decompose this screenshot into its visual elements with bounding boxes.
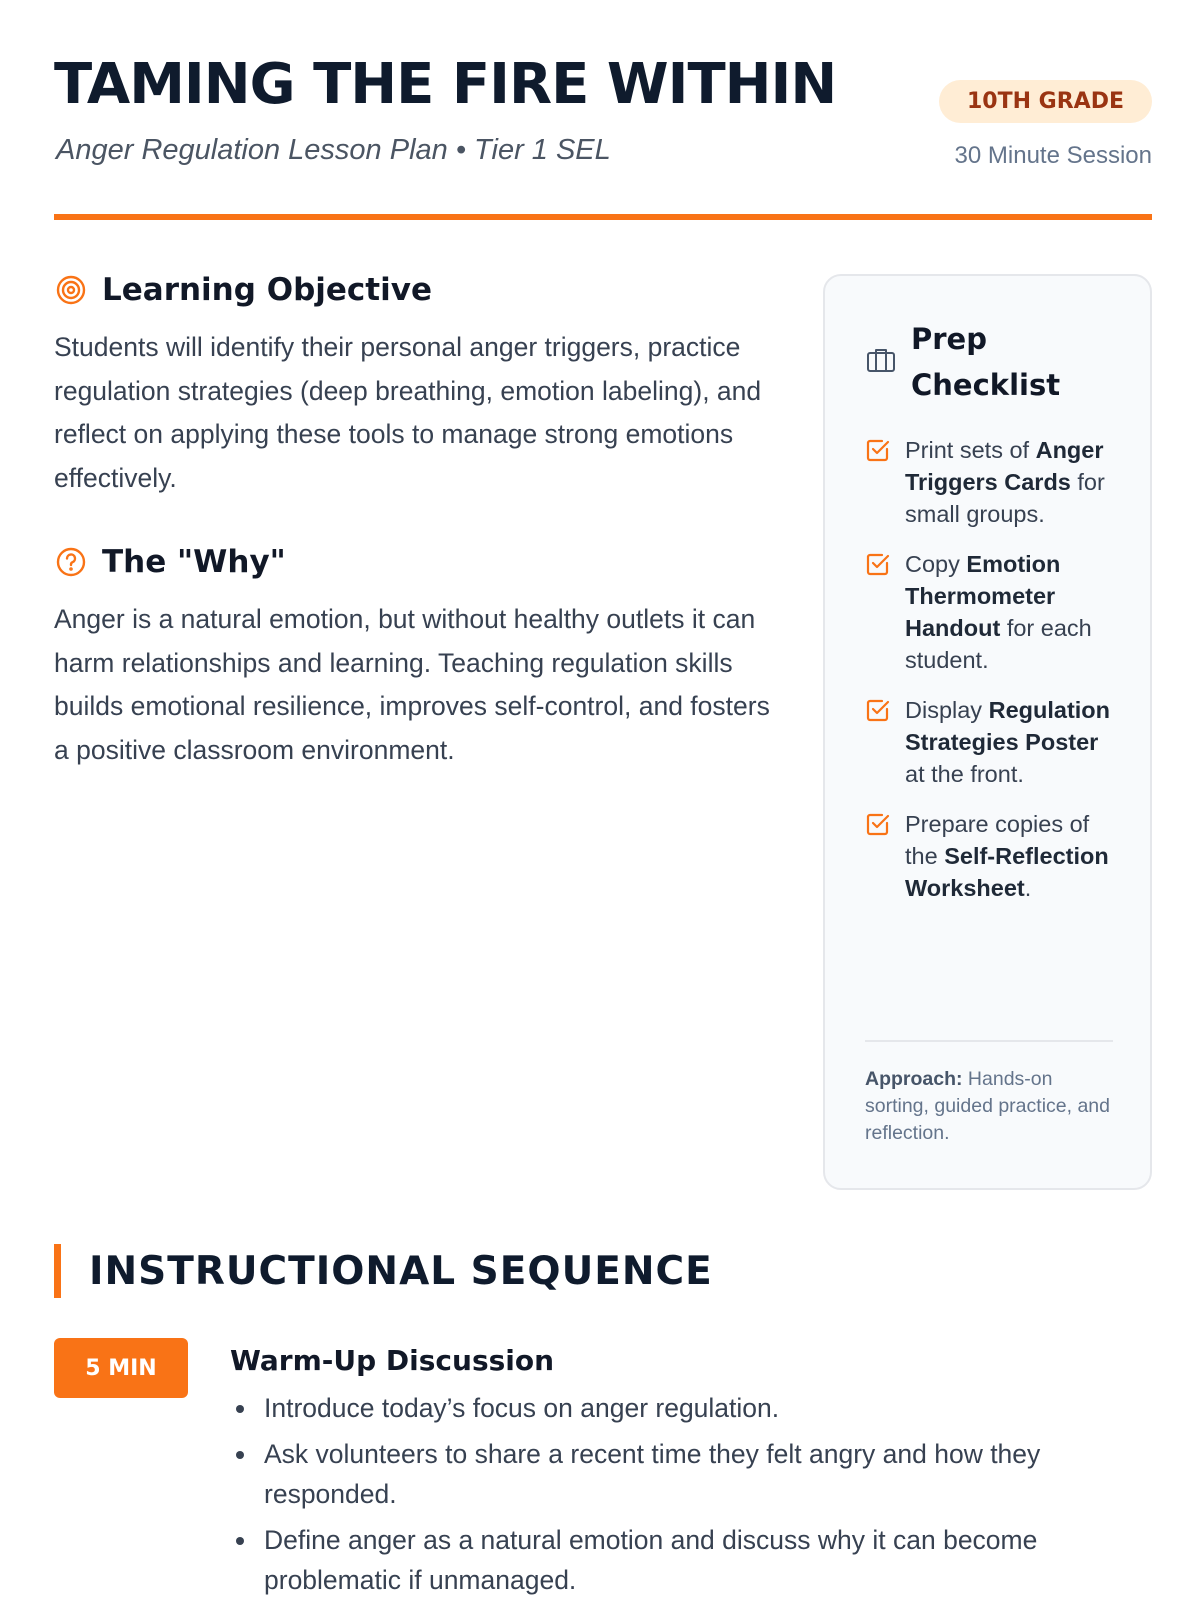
prep-item-text: Display Regulation Strategies Poster at the front. [905, 697, 1111, 787]
why-text: Anger is a natural emotion, but without healthy outlets it can harm relationships and learning. Teaching regulation skills builds emotional resilience, improves self-control, and fosters a positive classroom environment. [54, 604, 770, 765]
step-bullets [230, 1388, 1120, 1606]
prep-item-text: Prepare copies of the Self-Reflection Worksheet. [905, 811, 1109, 901]
prep-item [865, 808, 1115, 904]
why-section [54, 544, 774, 772]
approach-note: Approach: Hands-on sorting, guided practice, and reflection. [865, 1068, 1110, 1144]
prep-divider [865, 1040, 1113, 1042]
header [54, 52, 1152, 222]
objective-text: Students will identify their personal anger triggers, practice regulation strategies (deep breathing, emotion labeling), and reflect on applying these tools to manage strong emotions effectively. [54, 332, 762, 493]
prep-item [865, 434, 1115, 530]
why-title: The "Why" [102, 544, 286, 580]
checkbox-checked-icon [865, 808, 893, 904]
step-bullet: Introduce today’s focus on anger regulation. [230, 1388, 1120, 1428]
prep-item-text: Print sets of Anger Triggers Cards for small groups. [905, 437, 1105, 527]
step-bullet: Ask volunteers to share a recent time they felt angry and how they responded. [230, 1434, 1120, 1514]
session-length: 30 Minute Session [954, 142, 1152, 169]
checkbox-checked-icon [865, 694, 893, 790]
question-circle-icon [54, 545, 88, 579]
prep-heading [865, 316, 1071, 408]
prep-list [865, 434, 1115, 922]
sequence-heading [54, 1244, 713, 1298]
main-content [54, 272, 774, 772]
header-divider [54, 214, 1152, 220]
prep-item [865, 694, 1115, 790]
objective-title: Learning Objective [102, 272, 432, 308]
checkbox-checked-icon [865, 548, 893, 676]
sequence-title: INSTRUCTIONAL SEQUENCE [89, 1248, 713, 1294]
step-bullet: Define anger as a natural emotion and discuss why it can become problematic if unmanaged. [230, 1520, 1120, 1600]
prep-item [865, 548, 1115, 676]
prep-title: Prep Checklist [911, 322, 1061, 402]
checkbox-checked-icon [865, 434, 893, 530]
prep-checklist-card [823, 274, 1152, 1190]
objective-heading [54, 272, 774, 308]
page-subtitle: Anger Regulation Lesson Plan • Tier 1 SEL [56, 134, 611, 166]
duration-badge: 5 MIN [54, 1338, 188, 1398]
page-title: TAMING THE FIRE WITHIN [54, 52, 837, 117]
grade-badge: 10TH GRADE [939, 80, 1152, 123]
lesson-plan-page [54, 0, 1152, 1600]
why-heading [54, 544, 774, 580]
target-icon [54, 273, 88, 307]
step-title: Warm-Up Discussion [230, 1344, 555, 1377]
prep-item-text: Copy Emotion Thermometer Handout for each student. [905, 551, 1092, 673]
section-accent-bar [54, 1244, 61, 1298]
briefcase-icon [865, 344, 897, 381]
